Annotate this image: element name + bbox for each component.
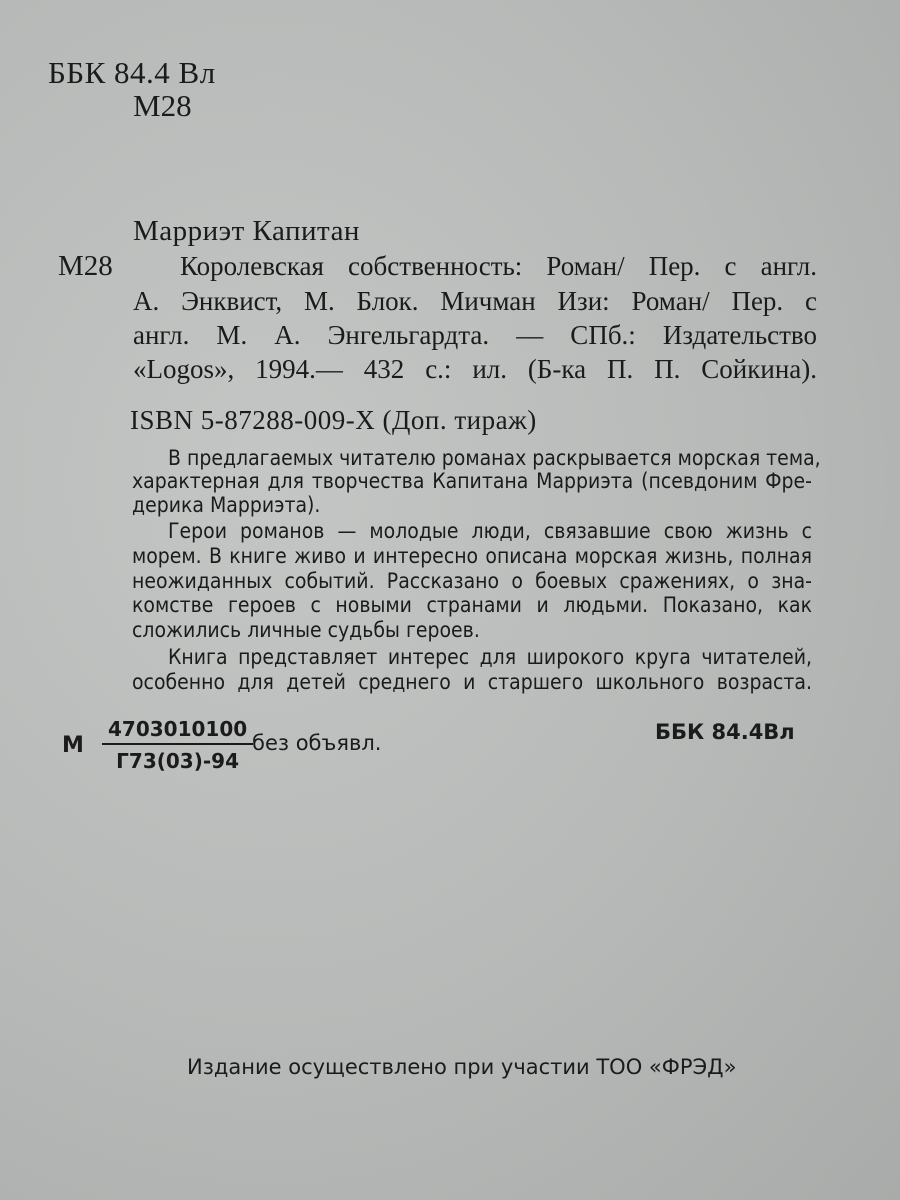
annotation-line: комстве героев с новыми странами и людьми. Показано, как (132, 593, 812, 617)
author-sign-top: М28 (133, 88, 192, 123)
annotation-line: В предлагаемых читателю романах раскрывается морская тема, (168, 446, 821, 470)
price-mark: М (62, 733, 84, 758)
annotation-line: морем. В книге живо и интересно описана морская жизнь, полная (132, 544, 812, 568)
biblio-line-1: Королевская собственность: Роман/ Пер. с англ. (180, 251, 817, 281)
annotation-line: характерная для творчества Капитана Марриэта (псевдоним Фре- (132, 469, 812, 493)
author-sign-side: М28 (58, 250, 113, 282)
annotation-line: неожиданных событий. Рассказано о боевых сражениях, о зна- (132, 569, 812, 593)
price-note: без объявл. (252, 731, 382, 755)
publisher-footer: Издание осуществлено при участии ТОО «ФРЭД» (187, 1055, 737, 1079)
author-name: Марриэт Капитан (133, 215, 360, 247)
biblio-line-4: «Logos», 1994.— 432 с.: ил. (Б-ка П. П. Сойкина). (133, 354, 817, 384)
annotation-line: Книга представляет интерес для широкого круга читателей, (168, 645, 812, 669)
price-fraction (102, 717, 253, 773)
price-denominator: Г73(03)-94 (116, 749, 239, 773)
bbk-index-bottom: ББК 84.4Вл (655, 720, 795, 744)
annotation-line: сложились личные судьбы героев. (132, 618, 480, 642)
annotation-line: особенно для детей среднего и старшего школьного возраста. (132, 670, 812, 694)
annotation-line: дерика Марриэта). (132, 493, 321, 517)
biblio-line-2: А. Энквист, М. Блок. Мичман Изи: Роман/ Пер. с (133, 286, 817, 316)
biblio-line-3: англ. М. А. Энгельгардта. — СПб.: Издательство (133, 320, 817, 350)
isbn-line: ISBN 5-87288-009-Х (Доп. тираж) (130, 405, 537, 435)
annotation-line: Герои романов — молодые люди, связавшие свою жизнь с (168, 519, 812, 543)
price-numerator: 4703010100 (102, 717, 253, 745)
bbk-index-top: ББК 84.4 Вл (48, 55, 216, 90)
